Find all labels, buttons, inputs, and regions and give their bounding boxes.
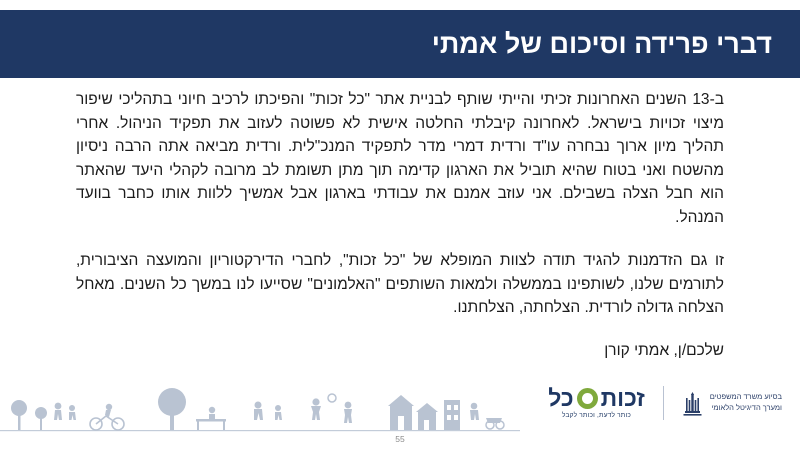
israel-emblem-icon [682, 390, 703, 417]
circle-logo-icon [577, 388, 598, 409]
slide-body [0, 88, 800, 360]
slide-header [0, 10, 800, 78]
logo-word-right: כל [548, 384, 574, 411]
city-people-silhouette-icon [0, 372, 520, 434]
ministry-line-1: בסיוע משרד המשפטים [709, 392, 782, 402]
kolzchut-logo-wordmark [548, 384, 645, 411]
signature-line: שלכם/ן, אמתי קורן [604, 341, 724, 359]
paragraph-2: זו גם הזדמנות להגיד תודה לצוות המופלא של "כל זכות", לחברי הדירקטוריון והמועצה הציבורית, לתורמים שלנו, לשותפינו בממשלה ולמאות השותפים "האלמונים" שסייעו לנו במשך כל השנים. מאחל הצלחה גדולה לורדית. הצלחתה, הצלחתנו. [76, 252, 724, 317]
logo-tagline: כותר לדעת, וכותר לקבל [562, 411, 631, 419]
ministry-line-2: ומערך הדיגיטל הלאומי [711, 403, 782, 412]
kolzchut-logo [548, 384, 645, 420]
page-title: דברי פרידה וסיכום של אמתי [431, 28, 772, 59]
footer-logo-area [548, 386, 782, 420]
slide-number: 55 [395, 434, 405, 444]
ministry-credit [682, 390, 782, 417]
bottom-band [0, 372, 800, 450]
logo-divider [663, 386, 664, 420]
paragraph-1: ב-13 השנים האחרונות זכיתי והייתי שותף לבניית אתר "כל זכות" והפיכתו לרכיב חיוני בתהליכי שיפור מיצוי זכויות בישראל. לאחרונה קיבלתי החלטה אישית לא פשוטה לעזוב את תפקיד הניהול. אחרי תהליך מיון ארוך נבחרה עו"ד ורדית דמרי מדר לתפקיד המנכ"לית. ורדית מביאה אתה הרבה ניסיון מהשטח ואני בטוח שהיא תוביל את הארגון קדימה תוך מתן תשומת לב מרובה לקהלי היעד שהאתר הוא חבל הצלה בשבילם. אני עוזב אמנם את עבודתי בארגון אבל אמשיך ללוות אותו כחבר בוועד המנהל. [76, 91, 724, 226]
ministry-text [710, 392, 782, 414]
logo-word-left: זכות [600, 384, 645, 411]
